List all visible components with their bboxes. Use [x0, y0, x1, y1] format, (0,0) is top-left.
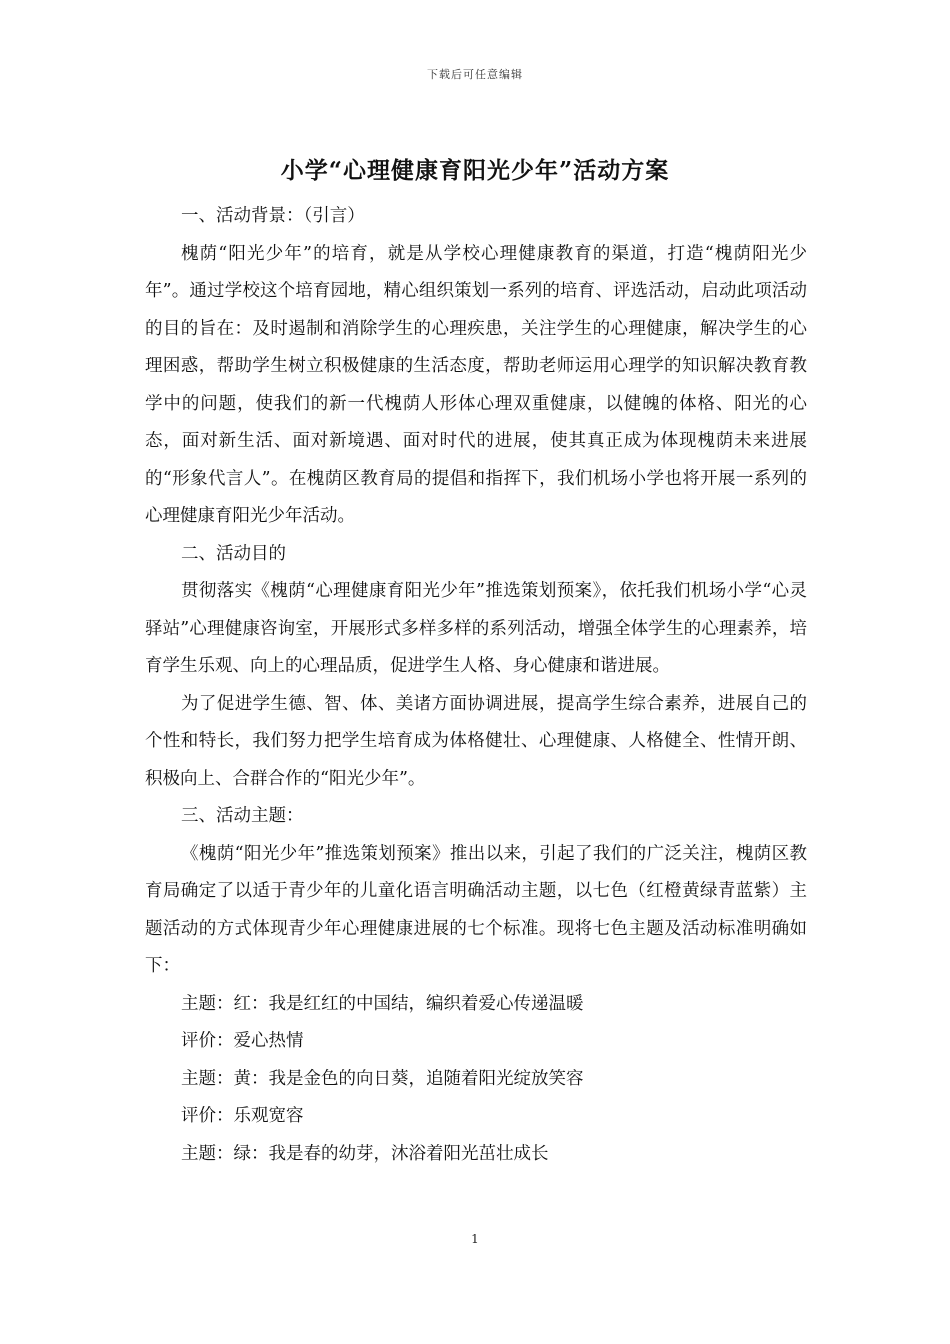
paragraph-theme: 《槐荫“阳光少年”推选策划预案》推出以来，引起了我们的广泛关注，槐荫区教育局确定了以适于青少年的儿童化语言明确活动主题，以七色（红橙黄绿青蓝紫）主题活动的方式体现青少年心理健康进展的七个标准。现将七色主题及活动标准明确如下：: [145, 843, 807, 976]
section-heading-purpose: 二、活动目的: [181, 543, 286, 564]
paragraph-background: 槐荫“阳光少年”的培育，就是从学校心理健康教育的渠道，打造“槐荫阳光少年”。通过学校这个培育园地，精心组织策划一系列的培育、评选活动，启动此项活动的目的旨在：及时遏制和消除学生的心理疾患，关注学生的心理健康，解决学生的心理困惑，帮助学生树立积极健康的生活态度，帮助老师运用心理学的知识解决教育教学中的问题，使我们的新一代槐荫人形体心理双重健康，以健魄的体格、阳光的心态，面对新生活、面对新境遇、面对时代的进展，使其真正成为体现槐荫未来进展的“形象代言人”。在槐荫区教育局的提倡和指挥下，我们机场小学也将开展一系列的心理健康育阳光少年活动。: [145, 243, 807, 526]
document-body: [145, 198, 807, 1173]
paragraph-purpose: 贯彻落实《槐荫“心理健康育阳光少年”推选策划预案》，依托我们机场小学“心灵驿站”心理健康咨询室，开展形式多样多样的系列活动，增强全体学生的心理素养，培育学生乐观、向上的心理品质，促进学生人格、身心健康和谐进展。: [145, 581, 807, 676]
page-header: 下载后可任意编辑: [427, 68, 523, 81]
page-number: 1: [471, 1232, 479, 1246]
document-title: 小学“心理健康育阳光少年”活动方案: [280, 157, 670, 184]
evaluation-item-yellow: 评价：乐观宽容: [181, 1106, 304, 1126]
section-heading-theme: 三、活动主题：: [181, 806, 304, 826]
paragraph-purpose-goal: 为了促进学生德、智、体、美诸方面协调进展，提高学生综合素养，进展自己的个性和特长，我们努力把学生培育成为体格健壮、心理健康、人格健全、性情开朗、积极向上、合群合作的“阳光少年”。: [145, 693, 807, 789]
section-heading-background: 一、活动背景：（引言）: [181, 206, 365, 226]
theme-item-green: 主题：绿：我是春的幼芽，沐浴着阳光茁壮成长: [181, 1143, 549, 1164]
evaluation-item-red: 评价：爱心热情: [181, 1031, 304, 1051]
theme-item-yellow: 主题：黄：我是金色的向日葵，追随着阳光绽放笑容: [181, 1068, 584, 1089]
theme-item-red: 主题：红：我是红红的中国结，编织着爱心传递温暖: [181, 993, 584, 1014]
